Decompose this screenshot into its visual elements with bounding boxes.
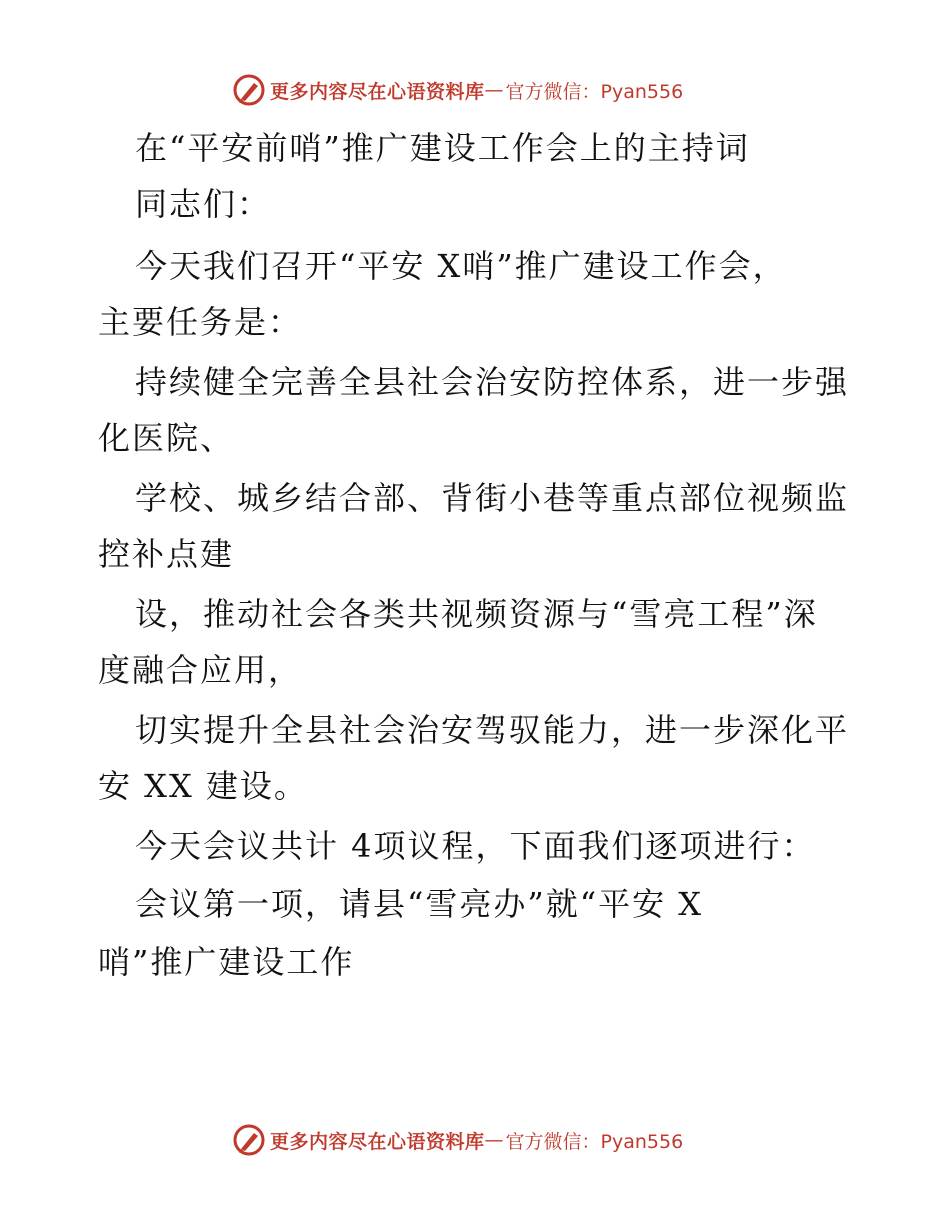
paragraph-line: 切实提升全县社会治安驾驭能力，进一步深化平	[135, 711, 850, 749]
paragraph-line: 学校、城乡结合部、背街小巷等重点部位视频监	[135, 479, 850, 517]
document-title: 在“平安前哨”推广建设工作会上的主持词	[135, 129, 750, 167]
watermark-text: 更多内容尽在心语资料库	[270, 80, 485, 103]
watermark-header	[232, 72, 683, 108]
paragraph-line: 化医院、	[98, 419, 235, 457]
watermark-contact: 官方微信：Pyan556	[505, 1130, 684, 1153]
watermark-separator: —	[484, 1129, 504, 1151]
watermark-contact: 官方微信：Pyan556	[505, 80, 684, 103]
paragraph-line: 设，推动社会各类共视频资源与“雪亮工程”深	[135, 595, 818, 633]
paragraph-line: 安 XX 建设。	[98, 767, 308, 805]
pen-logo-icon	[232, 73, 266, 107]
paragraph-line: 度融合应用，	[98, 651, 303, 689]
watermark-separator: —	[484, 79, 504, 101]
watermark-footer	[232, 1122, 683, 1158]
salutation: 同志们：	[135, 185, 272, 223]
paragraph-line: 会议第一项，请县“雪亮办”就“平安 X	[135, 885, 704, 923]
paragraph-line: 今天会议共计 4项议程，下面我们逐项进行：	[135, 827, 816, 865]
paragraph-line: 今天我们召开“平安 X哨”推广建设工作会，	[135, 247, 787, 285]
paragraph-line: 持续健全完善全县社会治安防控体系，进一步强	[135, 363, 850, 401]
pen-logo-icon	[232, 1123, 266, 1157]
paragraph-line: 主要任务是：	[98, 303, 303, 341]
paragraph-line: 控补点建	[98, 535, 235, 573]
paragraph-line: 哨”推广建设工作	[98, 943, 355, 981]
watermark-text: 更多内容尽在心语资料库	[270, 1130, 485, 1153]
